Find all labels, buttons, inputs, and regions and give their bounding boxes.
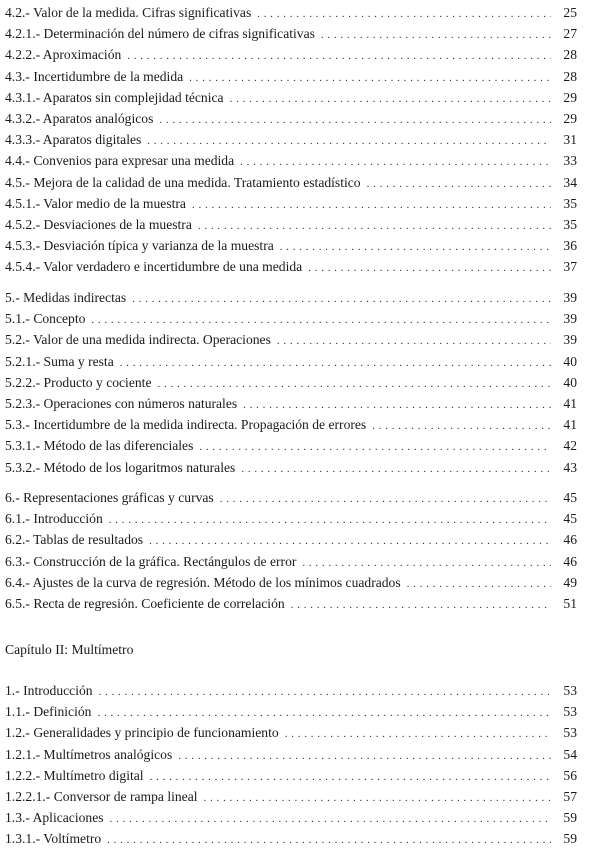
dot-leader [243,393,551,416]
dot-leader [240,150,551,173]
toc-entry [5,765,577,786]
dot-leader [107,828,551,851]
dot-leader [204,786,551,809]
toc-entry [5,2,577,23]
toc-entry-page: 28 [563,47,577,63]
toc-entry-page: 57 [563,788,577,804]
dot-leader [97,701,551,724]
toc-entry-page: 35 [563,216,577,232]
toc-entry-label: 5.- Medidas indirectas [5,290,127,305]
toc-entry-label: 5.3.- Incertidumbre de la medida indirecta. Propagación de errores [5,417,367,433]
toc-entry-label: 5.2.- Valor de una medida indirecta. Operaciones [5,332,271,348]
toc-entry-label: 4.5.2.- Desviaciones de la muestra [5,216,192,232]
toc-entry [5,435,577,456]
dot-leader [99,680,551,703]
toc-entry-page: 29 [563,89,577,105]
toc-entry [5,329,577,350]
dot-leader [127,44,551,67]
toc-entry [5,172,577,193]
dot-leader [198,214,551,237]
toc-entry-label: 4.2.1.- Determinación del número de cifras significativas [5,26,315,42]
toc-entry-label: 4.5.3.- Desviación típica y varianza de la muestra [5,238,274,254]
dot-leader [189,66,551,89]
chapter-heading: Capítulo II: Multímetro [5,642,134,657]
dot-leader [230,87,551,110]
dot-leader [199,435,551,458]
toc-entry [5,235,577,256]
toc-entry-page: 56 [563,767,577,783]
dot-leader [150,765,551,788]
toc-entry-page: 46 [563,553,577,569]
toc-entry-label: 4.3.2.- Aparatos analógicos [5,110,154,126]
toc-entry [5,214,577,235]
toc-entry [5,150,577,171]
toc-entry-page: 54 [563,746,577,762]
toc-entry-page: 25 [563,5,577,20]
dot-leader [192,193,551,216]
toc-section-5 [5,287,577,478]
toc-entry-label: 6.- Representaciones gráficas y curvas [5,490,214,505]
dot-leader [109,508,551,531]
dot-leader [372,414,551,437]
toc-entry [5,457,577,478]
toc-entry-page: 42 [563,438,577,454]
toc-entry-label: 4.2.2.- Aproximación [5,47,122,63]
toc-entry-page: 36 [563,238,577,254]
toc-entry [5,807,577,828]
toc-entry [5,572,577,593]
dot-leader [241,457,551,480]
dot-leader [132,287,551,310]
dot-leader [91,308,551,331]
toc-section-4 [5,2,577,277]
dot-leader [302,551,551,574]
toc-entry-page: 53 [563,725,577,741]
toc-entry-page: 59 [563,831,577,847]
toc-entry-label: 1.- Introducción [5,683,93,698]
dot-leader [257,2,551,25]
toc-entry-label: 5.3.1.- Método de las diferenciales [5,438,194,454]
toc-entry-label: 6.2.- Tablas de resultados [5,532,144,548]
toc-entry [5,193,577,214]
toc-entry [5,701,577,722]
toc-entry-label: 4.3.3.- Aparatos digitales [5,132,142,148]
toc-entry-label: 6.5.- Recta de regresión. Coeficiente de correlación [5,595,285,611]
toc-entry [5,287,577,308]
toc-entry-label: 1.2.2.- Multímetro digital [5,767,144,783]
toc-entry [5,487,577,508]
toc-entry-page: 43 [563,459,577,475]
toc-entry-label: 1.3.1.- Voltímetro [5,831,102,847]
dot-leader [159,108,551,131]
toc-entry-label: 4.3.1.- Aparatos sin complejidad técnica [5,89,224,105]
toc-entry [5,256,577,277]
toc-entry-label: 4.4.- Convenios para expresar una medida [5,153,235,169]
toc-entry [5,722,577,743]
toc-entry-page: 45 [563,511,577,527]
dot-leader [147,129,551,152]
toc-entry-page: 27 [563,26,577,42]
dot-leader [280,235,551,258]
toc-entry-page: 40 [563,374,577,390]
toc-entry-page: 41 [563,395,577,411]
toc-entry [5,66,577,87]
toc-entry [5,786,577,807]
toc-entry [5,414,577,435]
toc-entry [5,529,577,550]
toc-section-6 [5,487,577,614]
toc-entry-label: 4.3.- Incertidumbre de la medida [5,68,184,84]
dot-leader [157,372,551,395]
toc-entry [5,308,577,329]
toc-entry [5,351,577,372]
toc-entry-label: 5.2.3.- Operaciones con números naturales [5,395,238,411]
dot-leader [308,256,551,279]
toc-entry-page: 39 [563,332,577,348]
toc-entry-page: 39 [563,290,577,305]
toc-entry-page: 59 [563,810,577,826]
toc-entry-label: 4.5.1.- Valor medio de la muestra [5,195,186,211]
toc-entry-label: 5.3.2.- Método de los logaritmos naturales [5,459,236,475]
toc-entry-page: 53 [563,683,577,698]
toc-entry [5,44,577,65]
dot-leader [110,807,551,830]
toc-entry [5,744,577,765]
toc-entry-page: 51 [563,595,577,611]
dot-leader [321,23,551,46]
toc-entry-label: 1.2.2.1.- Conversor de rampa lineal [5,788,198,804]
dot-leader [120,351,551,374]
toc-entry-page: 39 [563,311,577,327]
toc-entry-label: 5.1.- Concepto [5,311,86,327]
toc-entry-page: 49 [563,574,577,590]
dot-leader [367,172,551,195]
toc-entry [5,828,577,849]
toc-entry-label: 6.4.- Ajustes de la curva de regresión. Método de los mínimos cuadrados [5,574,401,590]
toc-entry-page: 29 [563,110,577,126]
toc-entry-label: 4.2.- Valor de la medida. Cifras significativas [5,5,252,20]
toc-entry-page: 41 [563,417,577,433]
toc-entry [5,551,577,572]
toc-entry-page: 33 [563,153,577,169]
toc-entry [5,593,577,614]
toc-entry [5,129,577,150]
toc-entry [5,393,577,414]
toc-entry-label: 6.3.- Construcción de la gráfica. Rectángulos de error [5,553,297,569]
toc-entry-page: 37 [563,259,577,275]
toc-entry [5,23,577,44]
toc-entry-page: 46 [563,532,577,548]
dot-leader [285,722,551,745]
toc-entry-page: 40 [563,353,577,369]
toc-entry-page: 34 [563,174,577,190]
dot-leader [178,744,551,767]
dot-leader [277,329,551,352]
toc-entry-label: 4.5.4.- Valor verdadero e incertidumbre de una medida [5,259,303,275]
toc-entry-page: 31 [563,132,577,148]
dot-leader [407,572,551,595]
toc-entry-label: 4.5.- Mejora de la calidad de una medida. Tratamiento estadístico [5,174,361,190]
toc-entry-label: 5.2.1.- Suma y resta [5,353,114,369]
toc-entry-page: 28 [563,68,577,84]
toc-entry [5,680,577,701]
toc-entry-label: 1.2.- Generalidades y principio de funcionamiento [5,725,279,741]
dot-leader [149,529,551,552]
toc-entry-page: 45 [563,490,577,505]
toc-entry-label: 6.1.- Introducción [5,511,103,527]
toc-entry-page: 35 [563,195,577,211]
toc-entry-page: 53 [563,704,577,720]
toc-entry-label: 1.1.- Definición [5,704,92,720]
toc-entry [5,87,577,108]
dot-leader [291,593,551,616]
toc-entry [5,508,577,529]
toc-entry [5,108,577,129]
toc-entry-label: 1.3.- Aplicaciones [5,810,104,826]
toc-entry-label: 1.2.1.- Multímetros analógicos [5,746,173,762]
toc-entry [5,372,577,393]
toc-entry-label: 5.2.2.- Producto y cociente [5,374,152,390]
toc-chapter-2 [5,680,577,850]
dot-leader [220,487,551,510]
